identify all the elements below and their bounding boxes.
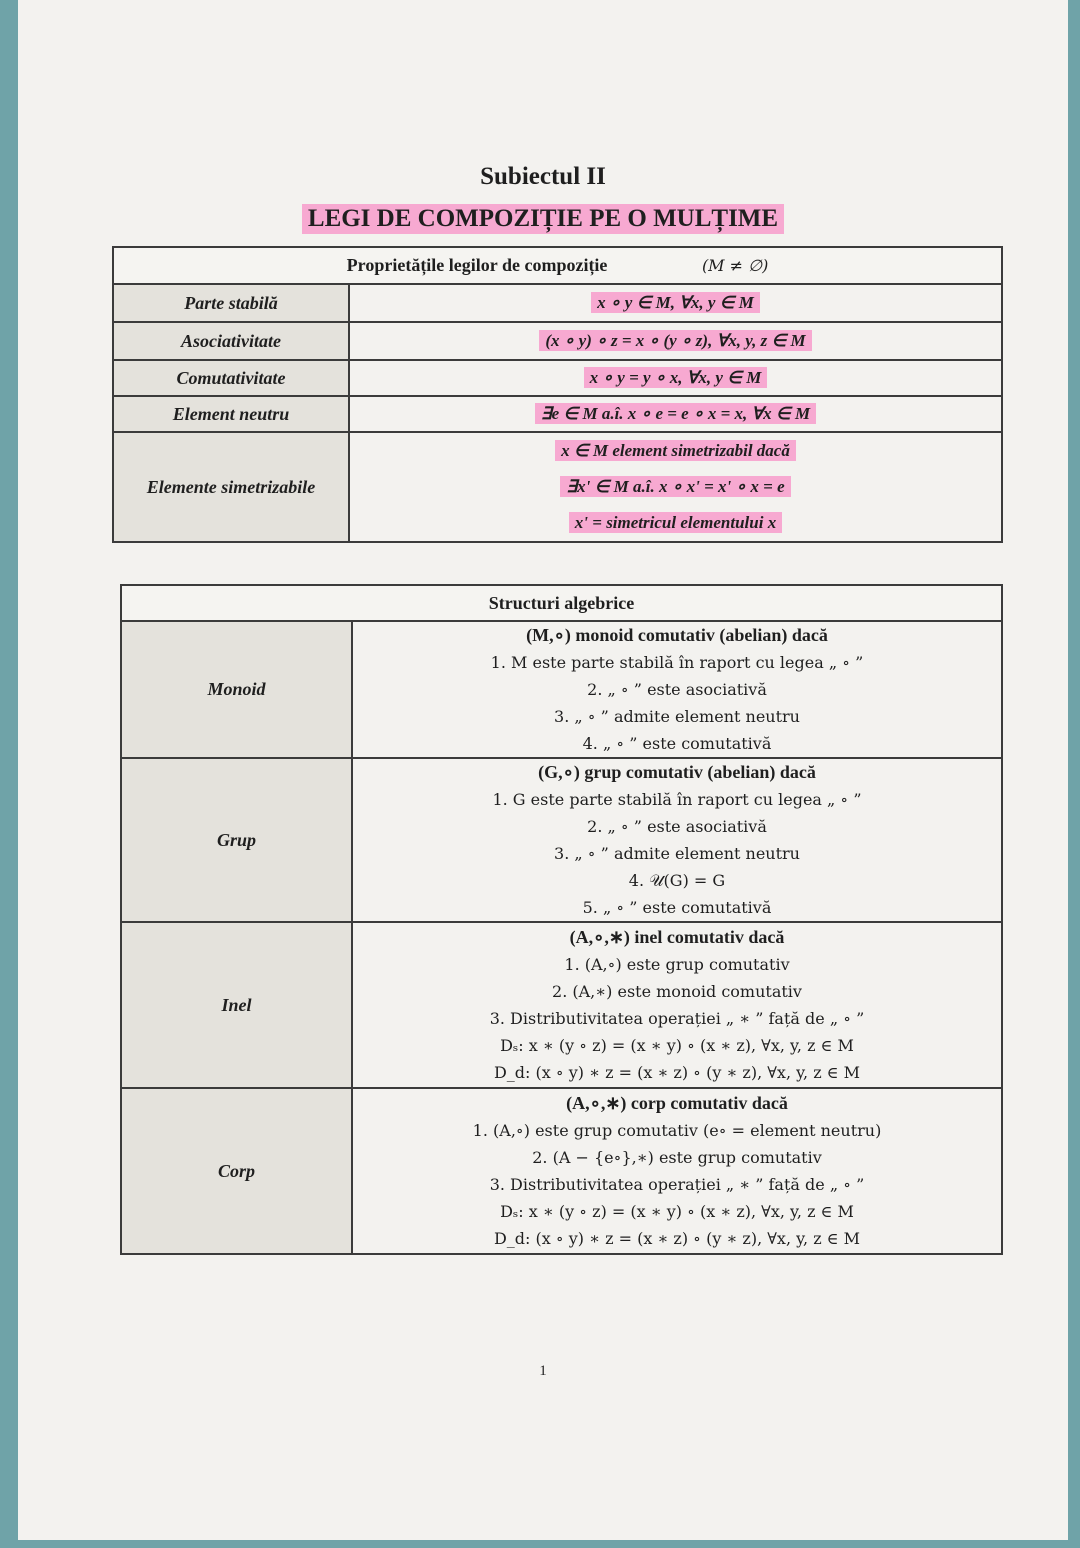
structure-line: 5. „ ∘ ” este comutativă: [582, 898, 772, 917]
structure-definition: [352, 758, 1002, 922]
page-title: LEGI DE COMPOZIȚIE PE O MULȚIME: [302, 204, 784, 234]
row-label: Element neutru: [113, 396, 349, 432]
symmetric-line: x ∈ M element simetrizabil dacă: [350, 433, 1001, 469]
page-number: 1: [539, 1363, 547, 1379]
row-value-cell: [349, 284, 1002, 322]
row-label: Parte stabilă: [113, 284, 349, 322]
structure-line: 2. „ ∘ ” este asociativă: [587, 817, 767, 836]
subject-heading: Subiectul II: [480, 163, 606, 190]
structure-lead: (M,∘) monoid comutativ (abelian) dacă: [526, 625, 828, 645]
structure-definition: [352, 1088, 1002, 1254]
properties-table: [112, 246, 1003, 543]
structure-line: 3. „ ∘ ” admite element neutru: [554, 707, 800, 726]
structure-line: D_d: (x ∘ y) ∗ z = (x ∗ z) ∘ (y ∗ z), ∀x, y, z ∈ M: [493, 1063, 861, 1082]
structure-definition: [352, 922, 1002, 1088]
structure-line: 4. „ ∘ ” este comutativă: [582, 734, 772, 753]
row-value: x ∘ y ∈ M, ∀x, y ∈ M: [591, 292, 760, 313]
structure-label: Monoid: [121, 621, 352, 758]
structure-line: 1. (A,∘) este grup comutativ: [564, 955, 790, 974]
row-value: x ∘ y = y ∘ x, ∀x, y ∈ M: [584, 367, 768, 388]
row-label: Elemente simetrizabile: [113, 432, 349, 542]
structure-line: D_d: (x ∘ y) ∗ z = (x ∗ z) ∘ (y ∗ z), ∀x, y, z ∈ M: [493, 1229, 861, 1248]
structure-label: Inel: [121, 922, 352, 1088]
structure-line: 2. (A − {e∘},∗) este grup comutativ: [532, 1148, 822, 1167]
row-value: (x ∘ y) ∘ z = x ∘ (y ∘ z), ∀x, y, z ∈ M: [539, 330, 811, 351]
document-page: [18, 0, 1068, 1540]
structure-lead: (A,∘,∗) inel comutativ dacă: [569, 927, 785, 947]
row-value: ∃e ∈ M a.î. x ∘ e = e ∘ x = x, ∀x ∈ M: [535, 403, 816, 424]
structure-line: 1. M este parte stabilă în raport cu legea „ ∘ ”: [490, 653, 864, 672]
structure-line: 3. „ ∘ ” admite element neutru: [554, 844, 800, 863]
structure-definition: [352, 621, 1002, 758]
structure-lead: (A,∘,∗) corp comutativ dacă: [566, 1093, 788, 1113]
structure-line: 2. „ ∘ ” este asociativă: [587, 680, 767, 699]
title-wrap: [18, 204, 1068, 234]
structures-heading: Structuri algebrice: [121, 585, 1002, 621]
row-label: Comutativitate: [113, 360, 349, 396]
structure-line: Dₛ: x ∗ (y ∘ z) = (x ∗ y) ∘ (x ∗ z), ∀x, y, z ∈ M: [500, 1036, 854, 1055]
row-value-cell: [349, 396, 1002, 432]
properties-condition: (M ≠ ∅): [701, 256, 769, 275]
structure-label: Grup: [121, 758, 352, 922]
structure-line: 3. Distributivitatea operației „ ∗ ” față de „ ∘ ”: [489, 1175, 865, 1194]
row-label: Asociativitate: [113, 322, 349, 360]
structure-line: Dₛ: x ∗ (y ∘ z) = (x ∗ y) ∘ (x ∗ z), ∀x, y, z ∈ M: [500, 1202, 854, 1221]
symmetric-cell: [349, 432, 1002, 542]
structure-line: 4. 𝒰(G) = G: [628, 871, 726, 890]
structure-label: Corp: [121, 1088, 352, 1254]
structure-line: 1. G este parte stabilă în raport cu legea „ ∘ ”: [492, 790, 862, 809]
properties-header: [113, 247, 1002, 284]
structures-table: [120, 584, 1003, 1255]
symmetric-line: ∃x' ∈ M a.î. x ∘ x' = x' ∘ x = e: [350, 469, 1001, 505]
row-value-cell: [349, 360, 1002, 396]
row-value-cell: [349, 322, 1002, 360]
properties-heading: Proprietățile legilor de compoziție: [346, 255, 608, 275]
symmetric-line: x' = simetricul elementului x: [350, 505, 1001, 541]
structure-line: 2. (A,∗) este monoid comutativ: [552, 982, 802, 1001]
structure-line: 1. (A,∘) este grup comutativ (e∘ = element neutru): [472, 1121, 882, 1140]
structure-lead: (G,∘) grup comutativ (abelian) dacă: [538, 762, 816, 782]
structure-line: 3. Distributivitatea operației „ ∗ ” față de „ ∘ ”: [489, 1009, 865, 1028]
